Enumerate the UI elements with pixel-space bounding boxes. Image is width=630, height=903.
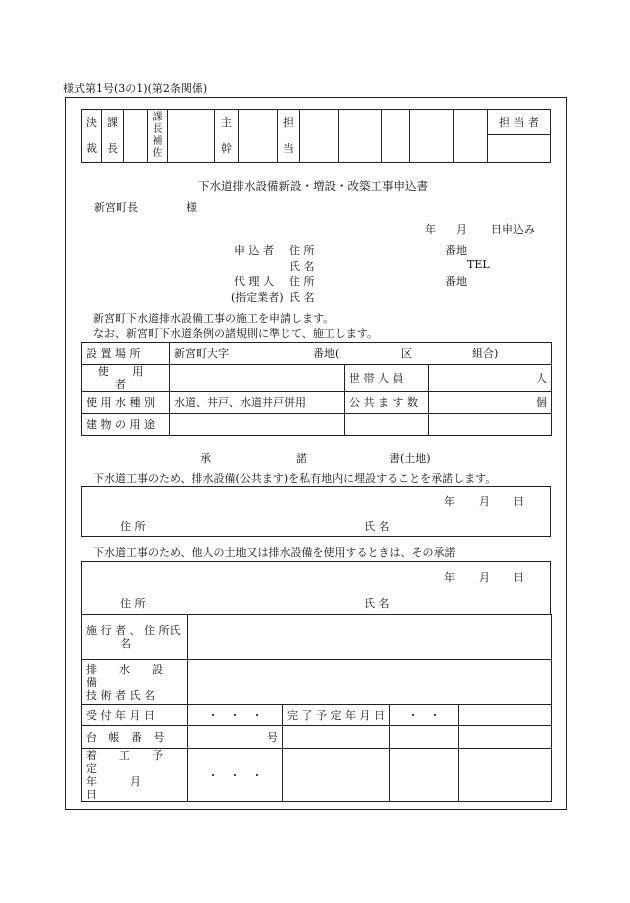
consent1-day: 日 [513, 495, 524, 508]
location-part-2: 番地( [313, 347, 340, 360]
ledger-number-field[interactable] [188, 726, 283, 749]
building-use-field-2[interactable] [345, 414, 429, 436]
ledger-number-label: 台 帳 番 号 [82, 726, 188, 749]
approval-kacho-hosa-stamp[interactable] [168, 110, 215, 163]
water-type-label: 使 用 水 種 別 [82, 392, 170, 414]
household-field[interactable] [429, 365, 552, 392]
statement-line-1: 新宮町下水道排水設備工事の施工を申請します。 [93, 312, 335, 325]
consent-text-2: 下水道工事のため、他人の土地又は排水設備を使用するときは、その承諾 [93, 546, 456, 559]
consent2-month: 月 [479, 571, 490, 584]
approval-kacho-label: 課 長 [102, 110, 124, 163]
date-year-label: 年 [425, 223, 436, 236]
contractor-label [82, 615, 188, 660]
applicant-label: 申 込 者 [234, 244, 274, 257]
consent1-year: 年 [444, 495, 455, 508]
approval-shukan-stamp[interactable] [239, 110, 278, 163]
date-day-label: 日申込み [491, 223, 535, 236]
drain-engineer-label [82, 660, 188, 705]
agent-banchi: 番地 [445, 275, 467, 288]
ledger-extra-2[interactable] [390, 726, 459, 749]
consent2-day: 日 [513, 571, 524, 584]
start-date-line-2: 年 月 日 [86, 775, 174, 801]
approval-tantosha-stamp[interactable] [488, 135, 551, 163]
agent-sub-label: (指定業者) [231, 291, 284, 304]
water-type-value[interactable]: 水道、井戸、水道井戸併用 [170, 392, 345, 414]
approval-kacho-hosa-label: 課 長 補 佐 [148, 110, 168, 163]
addressee-sama: 様 [186, 201, 197, 214]
processing-table [81, 614, 552, 802]
completion-date-field[interactable]: ・ ・ [390, 705, 459, 726]
completion-date-label: 完 了 予 定 年 月 日 [283, 705, 390, 726]
approval-shukan-label: 主 幹 [215, 110, 239, 163]
approval-kacho-stamp[interactable] [124, 110, 148, 163]
start-date-label [82, 749, 188, 802]
location-part-1: 新宮町大字 [174, 347, 229, 360]
consent2-name-label: 氏 名 [364, 597, 390, 610]
household-unit: 人 [536, 371, 547, 385]
ledger-unit: 号 [267, 730, 278, 744]
building-use-field[interactable] [170, 414, 345, 436]
applicant-banchi: 番地 [445, 244, 467, 257]
consent1-name-label: 氏 名 [364, 520, 390, 533]
start-date-line-1: 着 工 予 定 [86, 749, 185, 775]
date-month-label: 月 [456, 223, 467, 236]
statement-line-2: なお、新宮町下水道条例の諸規則に準じて、施工します。 [93, 327, 378, 340]
location-field[interactable] [170, 343, 552, 365]
household-label: 世 帯 人 員 [345, 365, 429, 392]
addressee: 新宮町長 [94, 201, 138, 214]
approval-stamp-5[interactable] [454, 110, 488, 163]
start-date-field[interactable]: ・ ・ ・ [188, 749, 283, 802]
agent-name-label: 氏 名 [289, 291, 315, 304]
drain-engineer-line-2: 技 術 者 氏 名 [86, 688, 155, 702]
contractor-label-line-2: 名 [120, 637, 131, 650]
ledger-extra-3[interactable] [459, 726, 552, 749]
form-title: 下水道排水設備新設・増設・改築工事申込書 [198, 179, 428, 193]
contractor-field[interactable] [188, 615, 552, 660]
consent2-address-label: 住 所 [120, 597, 146, 610]
approval-stamp-2[interactable] [339, 110, 382, 163]
start-extra-1[interactable] [283, 749, 390, 802]
approval-tantosha-label: 担 当 者 [488, 110, 551, 135]
agent-label: 代 理 人 [234, 275, 274, 288]
consent-text-1: 下水道工事のため、排水設備(公共ます)を私有地内に埋設することを承諾します。 [93, 472, 497, 485]
public-basin-unit: 個 [536, 396, 547, 409]
approval-stamp-1[interactable] [300, 110, 339, 163]
consent-title-3: 書(土地) [389, 452, 431, 465]
applicant-tel: TEL [467, 258, 490, 271]
building-use-field-3[interactable] [429, 414, 552, 436]
contractor-label-line-1: 施 行 者 、 住 所氏 [86, 624, 181, 637]
public-basin-label: 公 共 ま す 数 [345, 392, 429, 414]
location-part-4: 組合) [472, 347, 499, 360]
approval-stamp-4[interactable] [410, 110, 454, 163]
approval-table [81, 109, 551, 163]
user-label: 使 用 者 [82, 365, 170, 392]
location-part-3: 区 [401, 347, 412, 360]
building-use-label: 建 物 の 用 途 [82, 414, 170, 436]
approval-tanto-label: 担 当 [278, 110, 300, 163]
received-date-label: 受 付 年 月 日 [82, 705, 188, 726]
location-label: 設 置 場 所 [82, 343, 170, 365]
consent1-address-label: 住 所 [120, 520, 146, 533]
form-number: 様式第1号(3の1)(第2条関係) [63, 82, 208, 95]
user-field[interactable] [170, 365, 345, 392]
drain-engineer-line-1: 排 水 設 備 [86, 662, 185, 689]
approval-kessai-label: 決 裁 [82, 110, 102, 163]
consent2-year: 年 [444, 571, 455, 584]
completion-extra-field[interactable] [459, 705, 552, 726]
drain-engineer-field[interactable] [188, 660, 552, 705]
agent-address-label: 住 所 [289, 275, 315, 288]
ledger-extra-1[interactable] [283, 726, 390, 749]
start-extra-2[interactable] [390, 749, 459, 802]
consent-title-1: 承 [200, 452, 211, 465]
received-date-field[interactable]: ・ ・ ・ [188, 705, 283, 726]
applicant-name-label: 氏 名 [289, 260, 315, 273]
public-basin-field[interactable] [429, 392, 552, 414]
consent-title-2: 諾 [296, 452, 307, 465]
approval-stamp-3[interactable] [382, 110, 410, 163]
applicant-address-label: 住 所 [289, 244, 315, 257]
start-extra-3[interactable] [459, 749, 552, 802]
info-table [81, 342, 552, 436]
consent1-month: 月 [479, 495, 490, 508]
